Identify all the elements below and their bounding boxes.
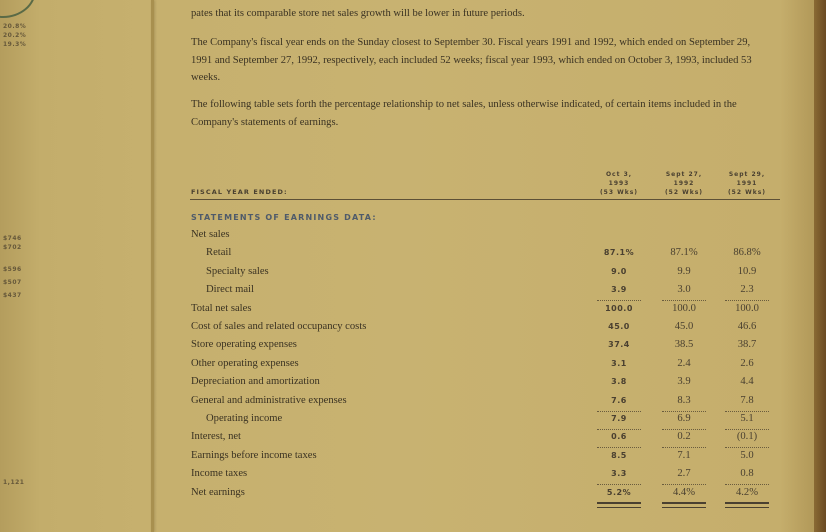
column-header-1993 xyxy=(586,170,652,197)
subtotal-rule xyxy=(597,447,641,448)
column-header-1992 xyxy=(651,170,717,197)
cell-value: 0.8 xyxy=(740,468,754,480)
header-rule xyxy=(190,199,780,200)
column-header-1991 xyxy=(714,170,780,197)
table-row xyxy=(0,358,826,376)
row-label: Cost of sales and related occupancy costs xyxy=(191,321,367,332)
margin-value: 20.8% xyxy=(3,23,27,30)
table-row xyxy=(0,376,826,394)
cell-value: 100.0 xyxy=(605,303,633,313)
cell-value: 3.0 xyxy=(677,284,691,296)
cell-value: 3.9 xyxy=(677,376,691,388)
margin-value: $437 xyxy=(3,292,22,299)
column-year: 1992 xyxy=(673,180,695,187)
subtotal-rule xyxy=(725,429,769,430)
row-label: Earnings before income taxes xyxy=(191,449,317,461)
row-label: Other operating expenses xyxy=(191,357,299,369)
table-row xyxy=(0,339,826,357)
table-row xyxy=(0,321,826,339)
cell-value: 5.2% xyxy=(606,487,632,497)
row-label: Specialty sales xyxy=(206,265,269,277)
table-row xyxy=(0,450,826,468)
cell-value: 6.9 xyxy=(677,413,691,424)
column-year: 1993 xyxy=(608,180,630,187)
subtotal-rule xyxy=(662,411,706,412)
column-date: Sept 27, xyxy=(665,171,703,178)
margin-value: 1,121 xyxy=(3,479,25,486)
cell-value: 45.0 xyxy=(674,321,694,332)
subtotal-rule xyxy=(662,300,706,301)
subtotal-rule xyxy=(662,484,706,485)
section-title: STATEMENTS OF EARNINGS DATA: xyxy=(191,213,377,222)
row-label: Interest, net xyxy=(191,431,242,443)
column-weeks: (52 Wks) xyxy=(664,189,704,196)
cell-value: 2.6 xyxy=(740,357,754,369)
cell-value: 3.9 xyxy=(611,285,627,295)
cell-value: 87.1% xyxy=(670,247,698,259)
column-date: Oct 3, xyxy=(605,171,633,178)
row-label: Net earnings xyxy=(191,486,245,498)
margin-value: $746 xyxy=(3,235,22,242)
cell-value: 5.1 xyxy=(740,413,754,424)
cell-value: 2.7 xyxy=(677,468,691,480)
margin-value: $596 xyxy=(3,266,22,273)
margin-value: 20.2% xyxy=(3,32,27,39)
paragraph-table-intro: The following table sets forth the percentage relationship to net sales, unless otherwise indicated, of certain items included in the Company's statements of earnings. xyxy=(191,99,737,128)
row-label: Depreciation and amortization xyxy=(191,376,320,388)
margin-value: 19.3% xyxy=(3,41,27,48)
subtotal-rule xyxy=(662,447,706,448)
row-label: Total net sales xyxy=(191,302,252,314)
cell-value: 3.3 xyxy=(611,469,627,479)
cell-value: 7.8 xyxy=(740,394,754,406)
cell-value: 87.1% xyxy=(603,248,635,258)
row-label: Operating income xyxy=(206,413,283,424)
decorative-arc xyxy=(0,0,36,18)
cell-value: 3.1 xyxy=(611,358,627,368)
table-row xyxy=(0,229,826,247)
subtotal-rule xyxy=(725,411,769,412)
subtotal-rule xyxy=(725,447,769,448)
total-double-rule xyxy=(725,502,769,508)
cell-value: 9.9 xyxy=(677,265,691,277)
margin-percentages xyxy=(3,22,26,49)
subtotal-rule xyxy=(597,429,641,430)
column-year: 1991 xyxy=(736,180,758,187)
paragraph-fiscal-year: The Company's fiscal year ends on the Sunday closest to September 30. Fiscal years 1991 and 1992, which ended on September 29, 1991 and September 27, 1992, respectively, each included 52 weeks; fiscal year 1993, which ended on October 3, 1993, included 53 weeks. xyxy=(191,37,752,83)
row-label: Direct mail xyxy=(206,284,254,296)
column-weeks: (52 Wks) xyxy=(727,189,767,196)
row-label: General and administrative expenses xyxy=(191,394,347,406)
cell-value: 9.0 xyxy=(611,266,627,276)
row-label: Store operating expenses xyxy=(191,339,297,351)
cell-value: 8.3 xyxy=(677,394,691,406)
cell-value: 7.9 xyxy=(611,414,627,423)
margin-value: $507 xyxy=(3,279,22,286)
cell-value: 7.6 xyxy=(611,395,627,405)
cell-value: 0.2 xyxy=(677,431,691,443)
cell-value: 8.5 xyxy=(611,450,627,460)
cell-value: 4.4 xyxy=(740,376,754,388)
cell-value: 2.3 xyxy=(740,284,754,296)
column-date: Sept 29, xyxy=(728,171,766,178)
table-row xyxy=(0,266,826,284)
total-double-rule xyxy=(597,502,641,508)
cell-value: 37.4 xyxy=(608,340,630,350)
row-label: Income taxes xyxy=(191,468,248,480)
table-row xyxy=(0,303,826,321)
subtotal-rule xyxy=(662,429,706,430)
row-label: Net sales xyxy=(191,229,230,240)
cell-value: 5.0 xyxy=(740,449,754,461)
total-double-rule xyxy=(662,502,706,508)
cell-value: 100.0 xyxy=(735,302,759,314)
column-weeks: (53 Wks) xyxy=(599,189,639,196)
table-row xyxy=(0,247,826,265)
cell-value: 4.2% xyxy=(735,486,759,498)
row-label: Retail xyxy=(206,247,232,259)
cell-value: 0.6 xyxy=(611,432,627,442)
margin-value: $702 xyxy=(3,244,22,251)
paragraph-continuation: pates that its comparable store net sales growth will be lower in future periods. xyxy=(191,8,525,19)
cell-value: 38.5 xyxy=(674,339,694,351)
cell-value: 45.0 xyxy=(608,322,630,331)
cell-value: 2.4 xyxy=(677,357,691,369)
subtotal-rule xyxy=(597,300,641,301)
cell-value: (0.1) xyxy=(736,431,758,443)
subtotal-rule xyxy=(725,300,769,301)
cell-value: 38.7 xyxy=(737,339,757,351)
cell-value: 100.0 xyxy=(672,302,696,314)
fiscal-year-label: FISCAL YEAR ENDED: xyxy=(191,188,288,196)
cell-value: 3.8 xyxy=(611,377,627,387)
cell-value: 4.4% xyxy=(672,486,696,498)
cell-value: 86.8% xyxy=(733,247,761,259)
cell-value: 46.6 xyxy=(737,321,757,332)
cell-value: 10.9 xyxy=(737,265,757,277)
subtotal-rule xyxy=(597,484,641,485)
subtotal-rule xyxy=(597,411,641,412)
cell-value: 7.1 xyxy=(677,449,691,461)
subtotal-rule xyxy=(725,484,769,485)
